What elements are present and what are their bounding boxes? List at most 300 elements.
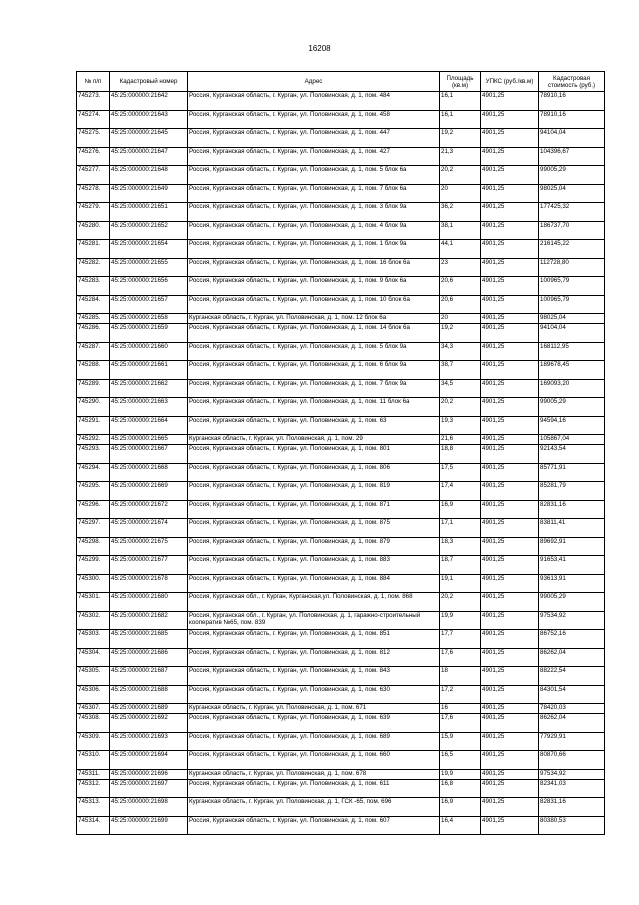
- address-cell: Россия, Курганская область, г. Курган, ул. Половинская, д. 1, пом. 639: [188, 714, 440, 733]
- table-row: [77, 500, 605, 519]
- cadastral-number-cell: 45:25:000000:21677: [110, 556, 188, 575]
- address-cell: Курганская область, г. Курган, ул. Половинская, д. 1, пом. 671: [188, 704, 440, 714]
- table-row: [77, 816, 605, 835]
- cadastral-number-cell: 45:25:000000:21689: [110, 704, 188, 714]
- cadastral-cost-cell: 78910,16: [539, 92, 605, 111]
- upks-cell: 4901,25: [481, 129, 539, 148]
- area-cell: 16,8: [440, 779, 481, 798]
- row-number-cell: 745276.: [77, 147, 110, 166]
- cadastral-cost-cell: 100965,79: [539, 277, 605, 296]
- row-number-cell: 745309.: [77, 732, 110, 751]
- table-row: [77, 482, 605, 501]
- page-number: 16208: [308, 44, 331, 53]
- table-header-row: [77, 72, 605, 92]
- upks-cell: 4901,25: [481, 324, 539, 343]
- table-row: [77, 166, 605, 185]
- table-row: [77, 611, 605, 630]
- row-number-cell: 745307.: [77, 704, 110, 714]
- row-number-cell: 745280.: [77, 221, 110, 240]
- table-row: [77, 110, 605, 129]
- header-address: Адрес: [188, 72, 440, 92]
- upks-cell: 4901,25: [481, 751, 539, 770]
- cadastral-cost-cell: 83811,41: [539, 519, 605, 538]
- cadastral-number-cell: 45:25:000000:21660: [110, 342, 188, 361]
- area-cell: 16,1: [440, 92, 481, 111]
- upks-cell: 4901,25: [481, 630, 539, 649]
- upks-cell: 4901,25: [481, 798, 539, 817]
- address-cell: Россия, Курганская область, г. Курган, ул. Половинская, д. 1, пом. 427: [188, 147, 440, 166]
- table-row: [77, 361, 605, 380]
- cadastral-cost-cell: 84301,54: [539, 685, 605, 704]
- area-cell: 44,1: [440, 240, 481, 259]
- cadastral-number-cell: 45:25:000000:21693: [110, 732, 188, 751]
- table-row: [77, 648, 605, 667]
- row-number-cell: 745287.: [77, 342, 110, 361]
- upks-cell: 4901,25: [481, 556, 539, 575]
- cadastral-cost-cell: 89692,91: [539, 537, 605, 556]
- upks-cell: 4901,25: [481, 342, 539, 361]
- area-cell: 18: [440, 667, 481, 686]
- cadastral-cost-cell: 177425,32: [539, 203, 605, 222]
- address-cell: Россия, Курганская область, г. Курган, ул. Половинская, д. 1, пом. 607: [188, 816, 440, 835]
- row-number-cell: 745275.: [77, 129, 110, 148]
- cadastral-number-cell: 45:25:000000:21697: [110, 779, 188, 798]
- row-number-cell: 745290.: [77, 398, 110, 417]
- cadastral-cost-cell: 168112,95: [539, 342, 605, 361]
- table-row: [77, 277, 605, 296]
- cadastral-cost-cell: 80870,66: [539, 751, 605, 770]
- area-cell: 19,9: [440, 611, 481, 630]
- upks-cell: 4901,25: [481, 184, 539, 203]
- address-cell: Россия, Курганская область, г. Курган, ул. Половинская, д. 1, пом. 458: [188, 110, 440, 129]
- row-number-cell: 745273.: [77, 92, 110, 111]
- cadastral-cost-cell: 97534,92: [539, 769, 605, 779]
- upks-cell: 4901,25: [481, 732, 539, 751]
- address-cell: Россия, Курганская область, г. Курган, ул. Половинская, д. 1, пом. 806: [188, 463, 440, 482]
- cadastral-cost-cell: 97534,92: [539, 611, 605, 630]
- address-cell: Россия, Курганская область, г. Курган, ул. Половинская, д. 1, пом. 11 блок 6а: [188, 398, 440, 417]
- area-cell: 15,9: [440, 732, 481, 751]
- table-row: [77, 324, 605, 343]
- address-cell: Россия, Курганская область, г. Курган, ул. Половинская, д. 1, пом. 879: [188, 537, 440, 556]
- table-row: [77, 295, 605, 314]
- cadastral-cost-cell: 82831,16: [539, 500, 605, 519]
- row-number-cell: 745306.: [77, 685, 110, 704]
- table-row: [77, 379, 605, 398]
- upks-cell: 4901,25: [481, 92, 539, 111]
- row-number-cell: 745281.: [77, 240, 110, 259]
- cadastral-number-cell: 45:25:000000:21658: [110, 314, 188, 324]
- row-number-cell: 745299.: [77, 556, 110, 575]
- area-cell: 17,2: [440, 685, 481, 704]
- area-cell: 21,6: [440, 435, 481, 445]
- cadastral-number-cell: 45:25:000000:21698: [110, 798, 188, 817]
- address-cell: Россия, Курганская область, г. Курган, ул. Половинская, д. 1, пом. 14 блок 6а: [188, 324, 440, 343]
- table-row: [77, 314, 605, 324]
- table-row: [77, 630, 605, 649]
- address-cell: Россия, Курганская область, г. Курган, ул. Половинская, д. 1, пом. 630: [188, 685, 440, 704]
- address-cell: Россия, Курганская область, г. Курган, ул. Половинская, д. 1, пом. 484: [188, 92, 440, 111]
- cadastral-number-cell: 45:25:000000:21674: [110, 519, 188, 538]
- row-number-cell: 745283.: [77, 277, 110, 296]
- address-cell: Россия, Курганская область, г. Курган, ул. Половинская, д. 1, пом. 10 блок 6а: [188, 295, 440, 314]
- address-cell: Россия, Курганская область, г. Курган, ул. Половинская, д. 1, пом. 819: [188, 482, 440, 501]
- address-cell: Россия, Курганская область, г. Курган, ул. Половинская, д. 1, пом. 7 блок 9а: [188, 379, 440, 398]
- cadastral-number-cell: 45:25:000000:21657: [110, 295, 188, 314]
- row-number-cell: 745313.: [77, 798, 110, 817]
- row-number-cell: 745294.: [77, 463, 110, 482]
- address-cell: Россия, Курганская область, г. Курган, ул. Половинская, д. 1, пом. 883: [188, 556, 440, 575]
- address-cell: Курганская область, г. Курган, ул. Половинская, д. 1, пом. 29: [188, 435, 440, 445]
- row-number-cell: 745279.: [77, 203, 110, 222]
- upks-cell: 4901,25: [481, 482, 539, 501]
- upks-cell: 4901,25: [481, 593, 539, 612]
- upks-cell: 4901,25: [481, 519, 539, 538]
- upks-cell: 4901,25: [481, 314, 539, 324]
- area-cell: 16,9: [440, 500, 481, 519]
- row-number-cell: 745282.: [77, 258, 110, 277]
- table-row: [77, 574, 605, 593]
- area-cell: 20,2: [440, 166, 481, 185]
- header-upks: УПКС (руб./кв.м): [481, 72, 539, 92]
- table-row: [77, 556, 605, 575]
- address-cell: Россия, Курганская обл., г. Курган, ул. Половинская, д. 1, гаражно-строительный кооператив №65, пом. 839: [188, 611, 440, 630]
- row-number-cell: 745304.: [77, 648, 110, 667]
- cadastral-cost-cell: 86752,16: [539, 630, 605, 649]
- cadastral-number-cell: 45:25:000000:21672: [110, 500, 188, 519]
- cadastral-number-cell: 45:25:000000:21642: [110, 92, 188, 111]
- upks-cell: 4901,25: [481, 685, 539, 704]
- cadastral-cost-cell: 99005,29: [539, 398, 605, 417]
- address-cell: Россия, Курганская область, г. Курган, ул. Половинская, д. 1, пом. 812: [188, 648, 440, 667]
- address-cell: Россия, Курганская область, г. Курган, ул. Половинская, д. 1, пом. 689: [188, 732, 440, 751]
- table-row: [77, 667, 605, 686]
- area-cell: 16,1: [440, 110, 481, 129]
- header-cadastral-cost: Кадастровая стоимость (руб.): [539, 72, 605, 92]
- header-area: Площадь (кв.м): [440, 72, 481, 92]
- cadastral-number-cell: 45:25:000000:21687: [110, 667, 188, 686]
- cadastral-number-cell: 45:25:000000:21649: [110, 184, 188, 203]
- area-cell: 23: [440, 258, 481, 277]
- address-cell: Россия, Курганская область, г. Курган, ул. Половинская, д. 1, пом. 6 блок 9а: [188, 361, 440, 380]
- area-cell: 19,3: [440, 416, 481, 435]
- cadastral-number-cell: 45:25:000000:21680: [110, 593, 188, 612]
- upks-cell: 4901,25: [481, 779, 539, 798]
- area-cell: 16: [440, 704, 481, 714]
- address-cell: Россия, Курганская область, г. Курган, ул. Половинская, д. 1, пом. 5 блок 9а: [188, 342, 440, 361]
- address-cell: Россия, Курганская область, г. Курган, ул. Половинская, д. 1, пом. 5 блок 6а: [188, 166, 440, 185]
- upks-cell: 4901,25: [481, 416, 539, 435]
- upks-cell: 4901,25: [481, 537, 539, 556]
- row-number-cell: 745310.: [77, 751, 110, 770]
- cadastral-cost-cell: 77929,91: [539, 732, 605, 751]
- area-cell: 20,2: [440, 593, 481, 612]
- cadastral-number-cell: 45:25:000000:21686: [110, 648, 188, 667]
- table-row: [77, 779, 605, 798]
- area-cell: 20: [440, 184, 481, 203]
- address-cell: Россия, Курганская область, г. Курган, ул. Половинская, д. 1, пом. 851: [188, 630, 440, 649]
- cadastral-cost-cell: 78910,16: [539, 110, 605, 129]
- row-number-cell: 745300.: [77, 574, 110, 593]
- upks-cell: 4901,25: [481, 221, 539, 240]
- upks-cell: 4901,25: [481, 379, 539, 398]
- upks-cell: 4901,25: [481, 611, 539, 630]
- table-row: [77, 593, 605, 612]
- address-cell: Россия, Курганская область, г. Курган, ул. Половинская, д. 1, пом. 63: [188, 416, 440, 435]
- cadastral-number-cell: 45:25:000000:21668: [110, 463, 188, 482]
- header-number: № п/п: [77, 72, 110, 92]
- row-number-cell: 745295.: [77, 482, 110, 501]
- cadastral-number-cell: 45:25:000000:21654: [110, 240, 188, 259]
- area-cell: 19,9: [440, 769, 481, 779]
- cadastral-number-cell: 45:25:000000:21699: [110, 816, 188, 835]
- cadastral-cost-cell: 91653,41: [539, 556, 605, 575]
- table-row: [77, 751, 605, 770]
- cadastral-number-cell: 45:25:000000:21652: [110, 221, 188, 240]
- cadastral-cost-cell: 92143,54: [539, 445, 605, 464]
- row-number-cell: 745285.: [77, 314, 110, 324]
- upks-cell: 4901,25: [481, 361, 539, 380]
- upks-cell: 4901,25: [481, 435, 539, 445]
- row-number-cell: 745291.: [77, 416, 110, 435]
- cadastral-number-cell: 45:25:000000:21662: [110, 379, 188, 398]
- row-number-cell: 745301.: [77, 593, 110, 612]
- cadastral-cost-cell: 78420,03: [539, 704, 605, 714]
- cadastral-number-cell: 45:25:000000:21656: [110, 277, 188, 296]
- table-row: [77, 445, 605, 464]
- cadastral-number-cell: 45:25:000000:21664: [110, 416, 188, 435]
- row-number-cell: 745288.: [77, 361, 110, 380]
- area-cell: 20,6: [440, 295, 481, 314]
- table-row: [77, 92, 605, 111]
- cadastral-number-cell: 45:25:000000:21696: [110, 769, 188, 779]
- address-cell: Курганская область, г. Курган, ул. Половинская, д. 1, ГСК -65, пом. 696: [188, 798, 440, 817]
- table-row: [77, 258, 605, 277]
- area-cell: 18,8: [440, 445, 481, 464]
- cadastral-number-cell: 45:25:000000:21678: [110, 574, 188, 593]
- cadastral-cost-cell: 94594,16: [539, 416, 605, 435]
- area-cell: 16,4: [440, 816, 481, 835]
- address-cell: Россия, Курганская область, г. Курган, ул. Половинская, д. 1, пом. 660: [188, 751, 440, 770]
- cadastral-number-cell: 45:25:000000:21688: [110, 685, 188, 704]
- cadastral-cost-cell: 98025,04: [539, 314, 605, 324]
- cadastral-cost-cell: 186737,70: [539, 221, 605, 240]
- row-number-cell: 745274.: [77, 110, 110, 129]
- upks-cell: 4901,25: [481, 714, 539, 733]
- address-cell: Россия, Курганская область, г. Курган, ул. Половинская, д. 1, пом. 4 блок 9а: [188, 221, 440, 240]
- row-number-cell: 745286.: [77, 324, 110, 343]
- address-cell: Россия, Курганская область, г. Курган, ул. Половинская, д. 1, пом. 611: [188, 779, 440, 798]
- area-cell: 16,5: [440, 751, 481, 770]
- cadastral-cost-cell: 88222,54: [539, 667, 605, 686]
- cadastral-cost-cell: 94104,04: [539, 324, 605, 343]
- area-cell: 34,5: [440, 379, 481, 398]
- cadastral-cost-cell: 105867,04: [539, 435, 605, 445]
- table-row: [77, 714, 605, 733]
- row-number-cell: 745312.: [77, 779, 110, 798]
- row-number-cell: 745297.: [77, 519, 110, 538]
- area-cell: 36,2: [440, 203, 481, 222]
- cadastral-cost-cell: 99005,29: [539, 593, 605, 612]
- area-cell: 17,6: [440, 648, 481, 667]
- upks-cell: 4901,25: [481, 648, 539, 667]
- area-cell: 17,6: [440, 714, 481, 733]
- row-number-cell: 745278.: [77, 184, 110, 203]
- address-cell: Россия, Курганская область, г. Курган, ул. Половинская, д. 1, пом. 7 блок 6а: [188, 184, 440, 203]
- table-row: [77, 463, 605, 482]
- area-cell: 17,5: [440, 463, 481, 482]
- address-cell: Россия, Курганская область, г. Курган, ул. Половинская, д. 1, пом. 3 блок 9а: [188, 203, 440, 222]
- upks-cell: 4901,25: [481, 500, 539, 519]
- cadastral-number-cell: 45:25:000000:21665: [110, 435, 188, 445]
- area-cell: 17,4: [440, 482, 481, 501]
- table-body: [77, 92, 605, 835]
- upks-cell: 4901,25: [481, 110, 539, 129]
- table-row: [77, 519, 605, 538]
- area-cell: 19,1: [440, 574, 481, 593]
- table-row: [77, 732, 605, 751]
- cadastral-cost-cell: 99005,29: [539, 166, 605, 185]
- upks-cell: 4901,25: [481, 203, 539, 222]
- address-cell: Россия, Курганская область, г. Курган, ул. Половинская, д. 1, пом. 875: [188, 519, 440, 538]
- cadastral-number-cell: 45:25:000000:21647: [110, 147, 188, 166]
- row-number-cell: 745311.: [77, 769, 110, 779]
- address-cell: Россия, Курганская область, г. Курган, ул. Половинская, д. 1, пом. 843: [188, 667, 440, 686]
- cadastral-number-cell: 45:25:000000:21682: [110, 611, 188, 630]
- cadastral-cost-cell: 86262,04: [539, 714, 605, 733]
- address-cell: Россия, Курганская область, г. Курган, ул. Половинская, д. 1, пом. 16 блок 6а: [188, 258, 440, 277]
- cadastral-cost-cell: 112728,80: [539, 258, 605, 277]
- area-cell: 20,2: [440, 398, 481, 417]
- upks-cell: 4901,25: [481, 258, 539, 277]
- cadastral-number-cell: 45:25:000000:21659: [110, 324, 188, 343]
- upks-cell: 4901,25: [481, 704, 539, 714]
- header-cadastral-number: Кадастровый номер: [110, 72, 188, 92]
- row-number-cell: 745284.: [77, 295, 110, 314]
- upks-cell: 4901,25: [481, 166, 539, 185]
- cadastral-number-cell: 45:25:000000:21645: [110, 129, 188, 148]
- table-row: [77, 129, 605, 148]
- upks-cell: 4901,25: [481, 463, 539, 482]
- upks-cell: 4901,25: [481, 816, 539, 835]
- cadastral-number-cell: 45:25:000000:21694: [110, 751, 188, 770]
- table-row: [77, 147, 605, 166]
- address-cell: Курганская область, г. Курган, ул. Половинская, д. 1, пом. 12 блок 6а: [188, 314, 440, 324]
- row-number-cell: 745277.: [77, 166, 110, 185]
- table-row: [77, 704, 605, 714]
- upks-cell: 4901,25: [481, 240, 539, 259]
- cadastral-number-cell: 45:25:000000:21669: [110, 482, 188, 501]
- cadastral-number-cell: 45:25:000000:21643: [110, 110, 188, 129]
- upks-cell: 4901,25: [481, 667, 539, 686]
- address-cell: Россия, Курганская область, г. Курган, ул. Половинская, д. 1, пом. 9 блок 6а: [188, 277, 440, 296]
- table-row: [77, 685, 605, 704]
- row-number-cell: 745314.: [77, 816, 110, 835]
- cadastral-cost-cell: 82341,03: [539, 779, 605, 798]
- area-cell: 17,1: [440, 519, 481, 538]
- address-cell: Россия, Курганская область, г. Курган, ул. Половинская, д. 1, пом. 447: [188, 129, 440, 148]
- area-cell: 19,2: [440, 324, 481, 343]
- table-row: [77, 398, 605, 417]
- cadastral-cost-cell: 94104,04: [539, 129, 605, 148]
- cadastral-number-cell: 45:25:000000:21685: [110, 630, 188, 649]
- table-row: [77, 342, 605, 361]
- cadastral-cost-cell: 93613,91: [539, 574, 605, 593]
- area-cell: 21,3: [440, 147, 481, 166]
- cadastral-number-cell: 45:25:000000:21692: [110, 714, 188, 733]
- cadastral-cost-cell: 80380,53: [539, 816, 605, 835]
- table-row: [77, 769, 605, 779]
- row-number-cell: 745305.: [77, 667, 110, 686]
- upks-cell: 4901,25: [481, 277, 539, 296]
- cadastral-cost-cell: 189678,45: [539, 361, 605, 380]
- cadastral-cost-cell: 98025,04: [539, 184, 605, 203]
- cadastral-number-cell: 45:25:000000:21651: [110, 203, 188, 222]
- row-number-cell: 745298.: [77, 537, 110, 556]
- cadastral-number-cell: 45:25:000000:21663: [110, 398, 188, 417]
- area-cell: 34,3: [440, 342, 481, 361]
- area-cell: 19,2: [440, 129, 481, 148]
- cadastral-cost-cell: 85771,91: [539, 463, 605, 482]
- upks-cell: 4901,25: [481, 445, 539, 464]
- cadastral-cost-cell: 86262,04: [539, 648, 605, 667]
- area-cell: 18,7: [440, 556, 481, 575]
- cadastral-cost-cell: 104396,67: [539, 147, 605, 166]
- row-number-cell: 745302.: [77, 611, 110, 630]
- address-cell: Россия, Курганская обл., г. Курган, Курганская,ул. Половинская, д. 1, пом. 868: [188, 593, 440, 612]
- row-number-cell: 745293.: [77, 445, 110, 464]
- table-row: [77, 537, 605, 556]
- upks-cell: 4901,25: [481, 398, 539, 417]
- area-cell: 18,3: [440, 537, 481, 556]
- cadastral-number-cell: 45:25:000000:21648: [110, 166, 188, 185]
- table-row: [77, 240, 605, 259]
- row-number-cell: 745289.: [77, 379, 110, 398]
- cadastral-number-cell: 45:25:000000:21675: [110, 537, 188, 556]
- table-row: [77, 435, 605, 445]
- cadastral-cost-cell: 100965,79: [539, 295, 605, 314]
- table-row: [77, 203, 605, 222]
- area-cell: 17,7: [440, 630, 481, 649]
- upks-cell: 4901,25: [481, 769, 539, 779]
- area-cell: 16,9: [440, 798, 481, 817]
- area-cell: 38,1: [440, 221, 481, 240]
- cadastral-cost-cell: 82831,16: [539, 798, 605, 817]
- row-number-cell: 745303.: [77, 630, 110, 649]
- row-number-cell: 745308.: [77, 714, 110, 733]
- row-number-cell: 745296.: [77, 500, 110, 519]
- cadastral-cost-cell: 85281,79: [539, 482, 605, 501]
- upks-cell: 4901,25: [481, 147, 539, 166]
- upks-cell: 4901,25: [481, 295, 539, 314]
- cadastral-number-cell: 45:25:000000:21661: [110, 361, 188, 380]
- cadastral-cost-cell: 216145,22: [539, 240, 605, 259]
- cadastral-number-cell: 45:25:000000:21655: [110, 258, 188, 277]
- table-row: [77, 798, 605, 817]
- address-cell: Россия, Курганская область, г. Курган, ул. Половинская, д. 1, пом. 1 блок 9а: [188, 240, 440, 259]
- area-cell: 20: [440, 314, 481, 324]
- table-row: [77, 416, 605, 435]
- upks-cell: 4901,25: [481, 574, 539, 593]
- table-row: [77, 184, 605, 203]
- row-number-cell: 745292.: [77, 435, 110, 445]
- address-cell: Россия, Курганская область, г. Курган, ул. Половинская, д. 1, пом. 884: [188, 574, 440, 593]
- cadastral-table: [76, 71, 605, 835]
- area-cell: 38,7: [440, 361, 481, 380]
- address-cell: Курганская область, г. Курган, ул. Половинская, д. 1, пом. 678: [188, 769, 440, 779]
- area-cell: 20,6: [440, 277, 481, 296]
- address-cell: Россия, Курганская область, г. Курган, ул. Половинская, д. 1, пом. 871: [188, 500, 440, 519]
